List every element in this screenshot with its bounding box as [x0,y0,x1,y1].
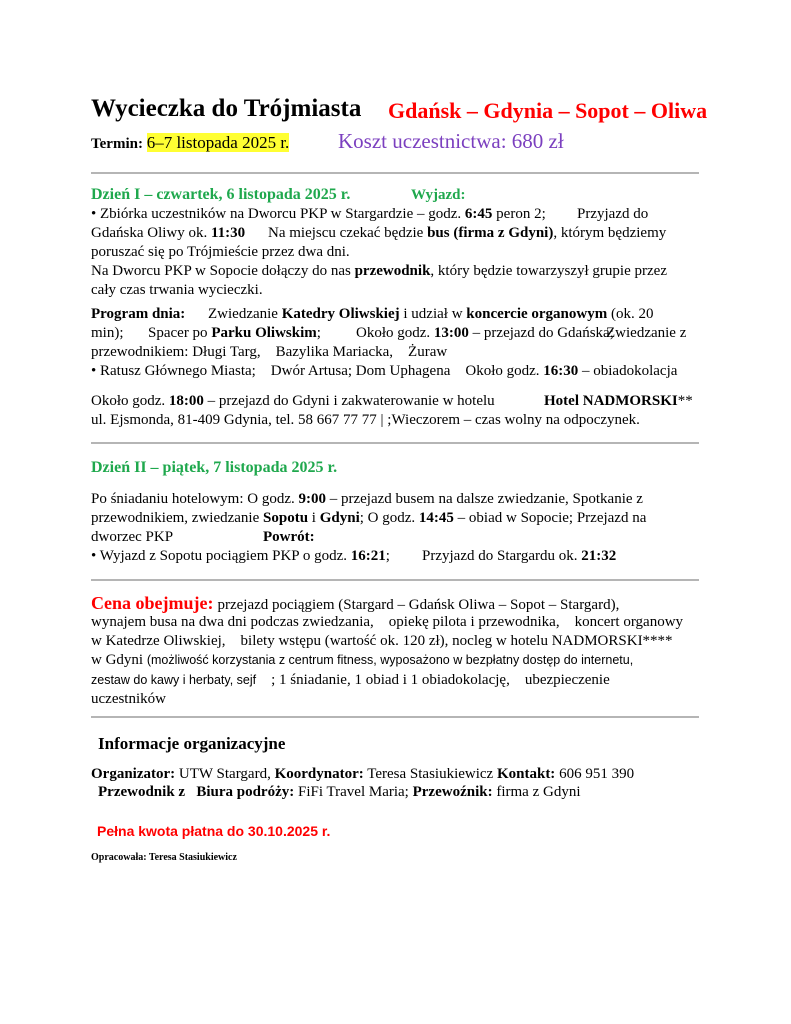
program-line: Zwiedzanie z [606,325,687,341]
day1-heading-line [91,185,350,204]
label: Koordynator: [274,766,364,782]
price-line: uczestników [91,691,166,707]
price-line [91,651,633,670]
term-label: Termin: [91,136,143,152]
price-label: Cena obejmuje: [91,593,214,613]
program-line [148,324,321,343]
program-line [356,324,614,343]
time: 16:21 [350,548,386,564]
value: firma z Gdyni [496,784,581,800]
program-line [208,305,653,324]
divider [91,442,699,444]
hotel-name [544,392,693,411]
text: , którym będziemy [553,225,667,241]
label: Organizator: [91,766,176,782]
day2-line [422,547,616,566]
time: 13:00 [433,325,469,341]
cost: Koszt uczestnictwa: 680 zł [338,129,564,153]
day2-heading: Dzień II – piątek, 7 listopada 2025 r. [91,459,338,476]
program-line [91,362,677,381]
time: 21:32 [581,548,617,564]
departure-label: Wyjazd: [411,187,466,203]
divider [91,579,699,581]
value: Teresa Stasiukiewicz [367,766,494,782]
guide: przewodnik [354,263,431,279]
price-line [91,671,610,690]
route-title: Gdańsk – Gdynia – Sopot – Oliwa [388,98,708,123]
text: ; O godz. [359,510,416,526]
label: Przewoźnik: [412,784,493,800]
info-line [91,765,634,784]
day1-line: Przyjazd do [577,206,649,222]
price-line: w Katedrze Oliwskiej, bilety wstępu (wartość ok. 120 zł), nocleg w hotelu NADMORSKI**** [91,633,673,649]
text: – przejazd busem na dalsze zwiedzanie, Spotkanie z [329,491,643,507]
text: min); [91,325,124,341]
place: Katedry Oliwskiej [281,306,400,322]
day2-line [91,490,643,509]
place: Parku Oliwskim [211,325,317,341]
label: Biura podróży: [196,784,295,800]
time: 9:00 [298,491,326,507]
program-label: Program dnia: [91,306,186,322]
author: Opracowała: Teresa Stasiukiewicz [91,852,237,863]
time: 6:45 [464,206,493,222]
text: zestaw do kawy i herbaty, sejf [91,673,257,687]
day1-line [91,205,546,224]
text: , który będzie towarzyszył grupie przez [430,263,667,279]
text: ; [316,325,321,341]
value: UTW Stargard, [178,766,271,782]
place: Gdyni [319,510,360,526]
info-heading: Informacje organizacyjne [98,734,286,753]
hotel: Hotel NADMORSKI [544,393,678,409]
term-line [91,133,289,154]
divider [91,716,699,718]
evening-line [91,392,495,411]
text: – przejazd do Gdańska; [472,325,614,341]
text: Około godz. [356,325,431,341]
program-line [91,324,124,343]
label: Kontakt: [496,766,556,782]
time: 18:00 [168,393,204,409]
divider [91,172,699,174]
text: Przyjazd do Stargardu ok. [422,548,578,564]
text: – przejazd do Gdyni i zakwaterowanie w hotelu [207,393,495,409]
text: – obiad w Sopocie; Przejazd na [457,510,647,526]
day2-line: dworzec PKP [91,529,174,545]
text: i [311,510,316,526]
text: (ok. 20 [610,306,654,322]
day2-line [91,509,646,528]
text: Na Dworcu PKP w Sopocie dołączy do nas [91,263,351,279]
text: przewodnikiem, zwiedzanie [91,510,260,526]
time: 14:45 [418,510,454,526]
value: 606 951 390 [559,766,635,782]
bus: bus (firma z Gdyni) [427,225,554,241]
text: i udział w [403,306,463,322]
day1-line: cały czas trwania wycieczki. [91,282,263,298]
term-value: 6–7 listopada 2025 r. [146,133,290,152]
evening-line: ul. Ejsmonda, 81-409 Gdynia, tel. 58 667 77 77 | ;Wieczorem – czas wolny na odpoczynek. [91,412,640,428]
day1-line [91,224,245,243]
day1-line: poruszać się po Trójmieście przez dwa dni. [91,244,350,260]
text: – obiadokolacja [582,363,678,379]
info-line [98,783,580,802]
time: 11:30 [211,225,246,241]
label: Przewodnik z [98,784,186,800]
stars: ** [677,393,693,409]
text: (możliwość korzystania z centrum fitness, wyposażono w bezpłatny dostęp do internetu, [146,653,634,667]
text: w Gdyni [91,652,144,668]
day1-line [268,224,666,243]
text: Spacer po [148,325,208,341]
place: Sopotu [263,510,309,526]
text: peron 2; [496,206,546,222]
text: • Zbiórka uczestników na Dworcu PKP w Stargardzie – godz. [91,206,462,222]
text: Gdańska Oliwy ok. [91,225,208,241]
text: przejazd pociągiem (Stargard – Gdańsk Oliwa – Sopot – Stargard), [217,597,620,613]
payment-deadline: Pełna kwota płatna do 30.10.2025 r. [97,823,331,839]
text: Na miejscu czekać będzie [268,225,424,241]
text: Około godz. [91,393,166,409]
day1-line [91,262,667,281]
return-label: Powrót: [263,529,315,545]
text: Zwiedzanie [208,306,278,322]
day1-heading: Dzień I – czwartek, 6 listopada 2025 r. [91,186,351,203]
text: ; 1 śniadanie, 1 obiad i 1 obiadokolację, ubezpieczenie [271,672,610,688]
document-title: Wycieczka do Trójmiasta [91,95,362,122]
text: • Ratusz Głównego Miasta; Dwór Artusa; Dom Uphagena Około godz. [91,363,540,379]
program-line [91,305,185,324]
time: 16:30 [543,363,579,379]
program-line: przewodnikiem: Długi Targ, Bazylika Mariacka, Żuraw [91,344,448,360]
place: koncercie organowym [466,306,608,322]
text: • Wyjazd z Sopotu pociągiem PKP o godz. [91,548,347,564]
day2-line [91,547,390,566]
text: ; [385,548,390,564]
text: Po śniadaniu hotelowym: O godz. [91,491,295,507]
price-line: wynajem busa na dwa dni podczas zwiedzania, opiekę pilota i przewodnika, koncert organowy [91,614,684,630]
value: FiFi Travel Maria; [298,784,409,800]
